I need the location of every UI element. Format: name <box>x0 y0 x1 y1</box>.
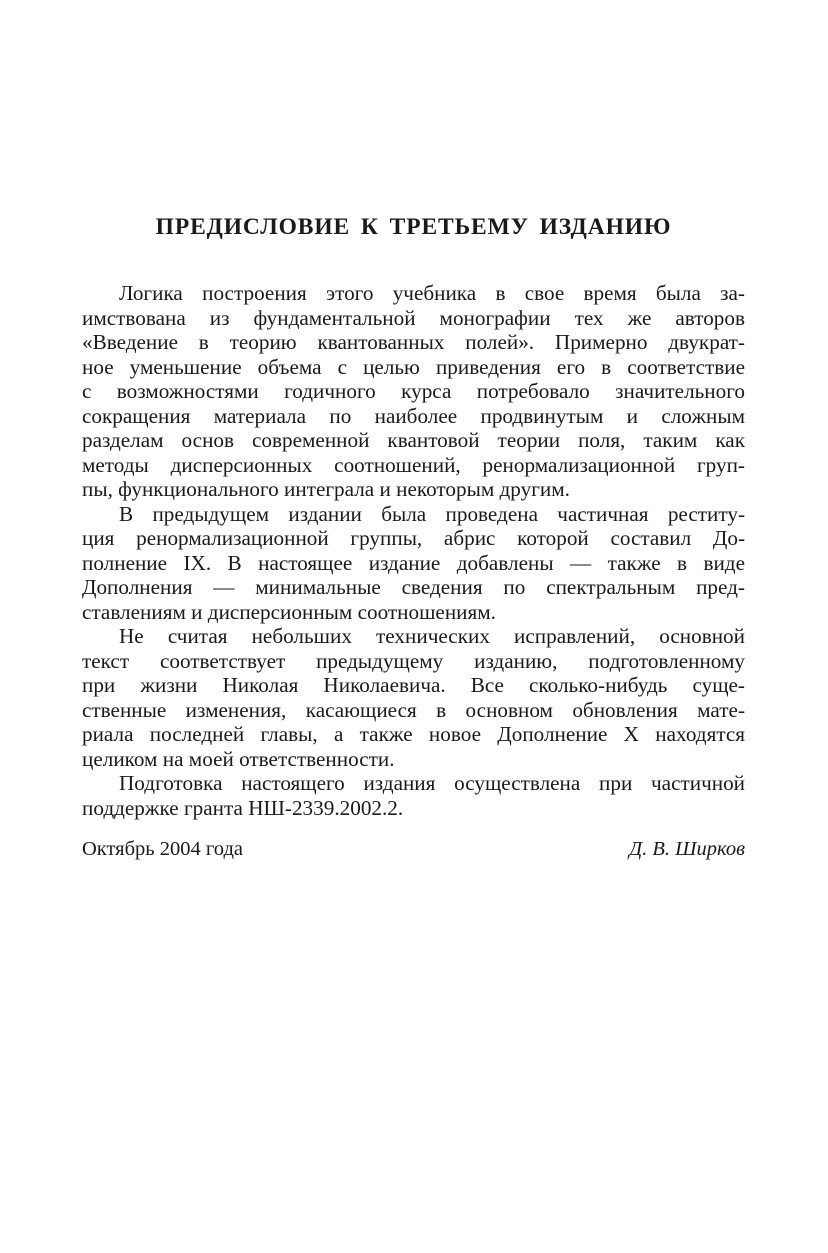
page-title: ПРЕДИСЛОВИЕ К ТРЕТЬЕМУ ИЗДАНИЮ <box>155 214 672 240</box>
text-line: ция ренормализационной группы, абрис которой составил До- <box>82 526 745 550</box>
text-line: текст соответствует предыдущему изданию, подготовленному <box>82 648 745 673</box>
text-line: В предыдущем издании была проведена частичная реститу- <box>119 501 745 526</box>
paragraph-3 <box>82 624 745 771</box>
text-line: при жизни Николая Николаевича. Все сколько-нибудь суще- <box>82 673 745 697</box>
author-name: Д. В. Ширков <box>629 838 745 860</box>
text-line: «Введение в теорию квантованных полей». Примерно двукрат- <box>82 330 745 354</box>
paragraph-1 <box>82 281 745 502</box>
text-line: ное уменьшение объема с целью приведения его в соответствие <box>82 354 745 379</box>
text-line: методы дисперсионных соотношений, ренормализационной груп- <box>82 452 745 477</box>
text-line: ственные изменения, касающиеся в основном обновления мате- <box>82 697 745 722</box>
text-line: имствована из фундаментальной монографии тех же авторов <box>82 305 745 330</box>
text-line: целиком на моей ответственности. <box>82 746 395 771</box>
paragraph-4 <box>82 771 745 820</box>
text-line: риала последней главы, а также новое Дополнение X находятся <box>82 722 745 746</box>
text-line: Логика построения этого учебника в свое время была за- <box>119 281 745 305</box>
text-line: пы, функционального интеграла и некоторым другим. <box>82 477 570 501</box>
text-line: Дополнения — минимальные сведения по спектральным пред- <box>82 575 745 599</box>
date-line: Октябрь 2004 года <box>82 838 243 860</box>
preface-body <box>82 281 745 820</box>
text-line: Подготовка настоящего издания осуществлена при частичной <box>119 771 745 795</box>
text-line: поддержке гранта НШ-2339.2002.2. <box>82 795 404 820</box>
text-line: Не считая небольших технических исправлений, основной <box>119 624 745 648</box>
text-line: полнение IX. В настоящее издание добавлены — также в виде <box>82 550 745 575</box>
text-line: разделам основ современной квантовой теории поля, таким как <box>82 428 745 452</box>
paragraph-2 <box>82 502 745 625</box>
text-line: сокращения материала по наиболее продвинутым и сложным <box>82 403 745 428</box>
signature-block <box>82 836 745 862</box>
text-line: ставлениям и дисперсионным соотношениям. <box>82 599 496 624</box>
text-line: с возможностями годичного курса потребовало значительного <box>82 379 745 403</box>
